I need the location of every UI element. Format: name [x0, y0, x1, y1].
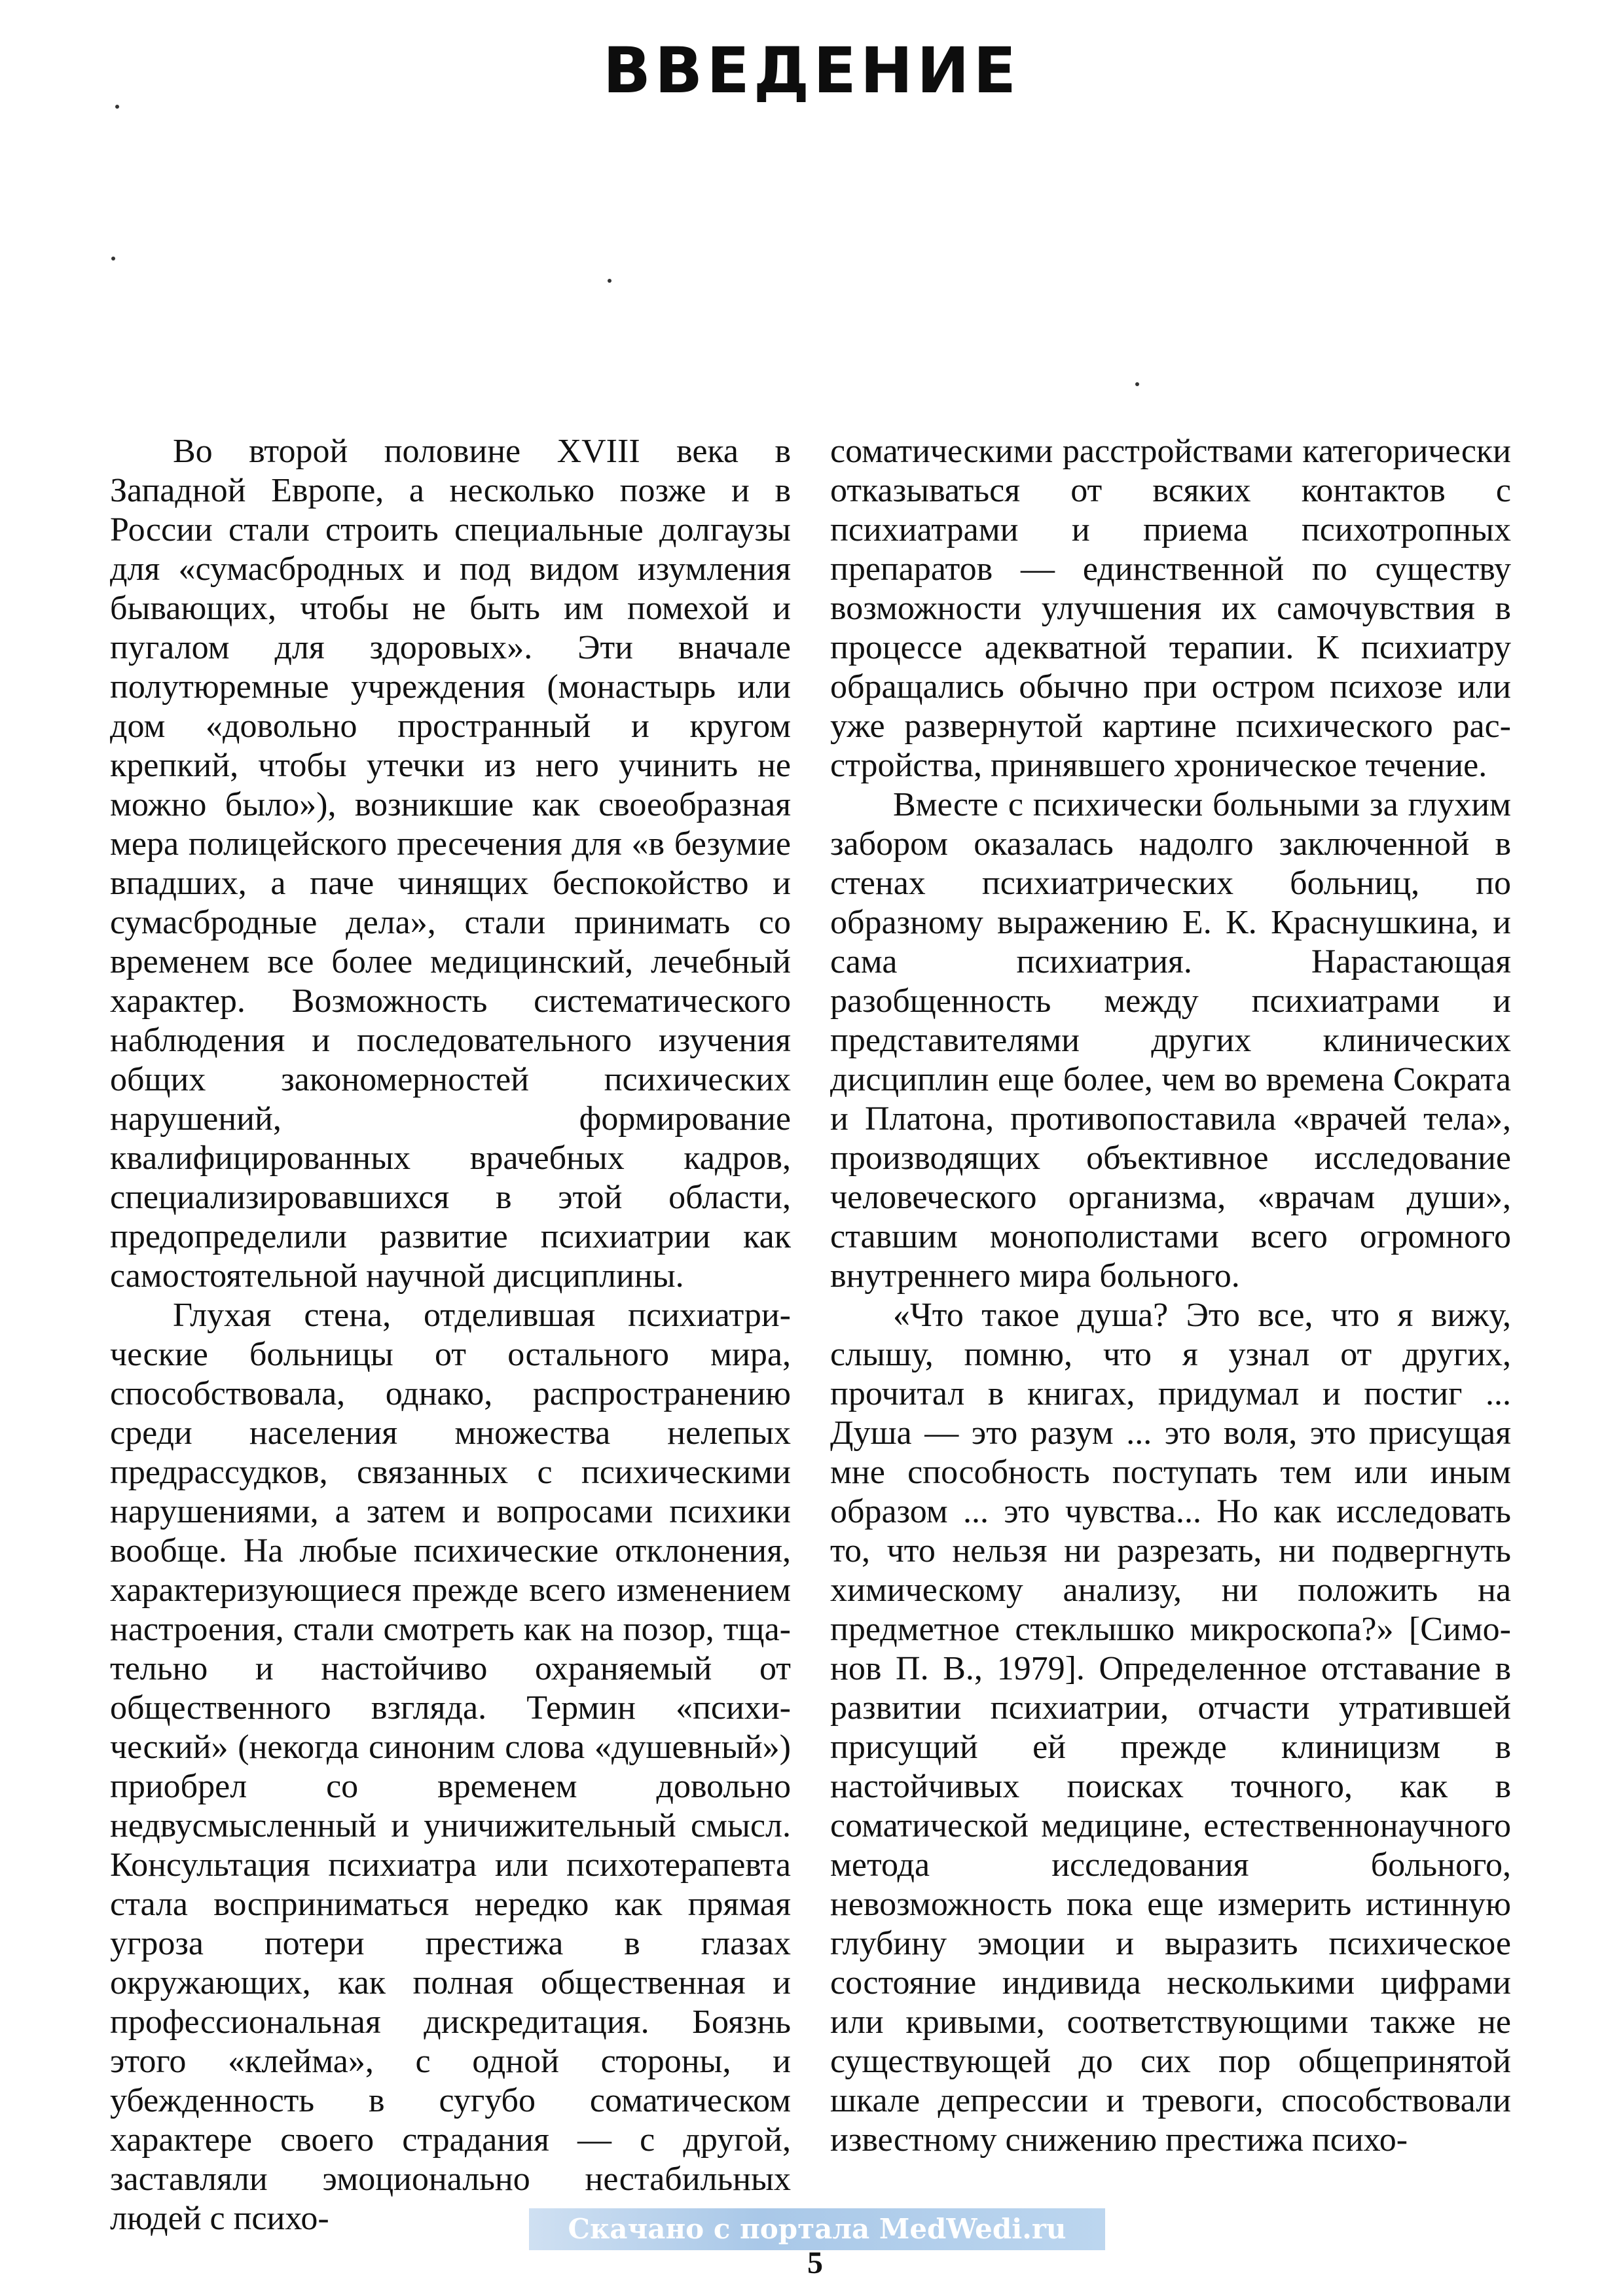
scan-speck	[111, 257, 115, 260]
left-text-column	[110, 432, 791, 2238]
scan-speck	[1135, 382, 1139, 386]
page-number: 5	[807, 2246, 823, 2280]
right-text-column	[830, 432, 1511, 2160]
paragraph: Вместе с психически больными за глухим забором оказалась надолго заключенной в стенах психиатрических больниц, по образному выражению Е. К. Краснушкина, и сама психиатрия. Нарастающая разобщенность между психиатрами и представителями других клинических дисциплин еще более, чем во времена Сократа и Платона, противопоставила «врачей тела», производящих объективное исследование человеческого организма, «врачам души», ставшим монополистами всего огромного внутреннего мира больного.	[830, 786, 1511, 1295]
paragraph: «Что такое душа? Это все, что я вижу, слышу, помню, что я узнал от других, прочитал в книгах, придумал и постиг ... Душа — это разум ... это воля, это присущая мне способность поступать тем или иным образом ... это чувства... Но как исследовать то, что нельзя ни разрезать, ни подвергнуть химическому анализу, ни положить на предметное стеклышко микроскопа?» [Симонов П. В., 1979]. Определенное отставание в развитии психиатрии, отчасти утратившей присущий ей прежде клиницизм в настойчивых поисках точного, как в соматической медицине, естественнонаучного метода исследования больного, невозможность пока еще измерить истинную глубину эмоции и выразить психическое состояние индивида несколькими цифрами или кривыми, соответствующими также не существующей до сих пор общепринятой шкале депрессии и тревоги, способствовали известному снижению престижа психо-	[830, 1297, 1511, 2159]
watermark-banner[interactable]: Скачано с портала MedWedi.ru	[529, 2208, 1105, 2250]
paragraph: Во второй половине XVIII века в Западной Европе, а несколько позже и в России стали строить специальные долгаузы для «сумасбродных и под видом изумления бывающих, чтобы не быть им помехой и пугалом для здоровых». Эти вначале полутюремные учреждения (монастырь или дом «довольно пространный и кругом крепкий, чтобы утечки из него учинить не можно было»), возникшие как своеобразная мера полицейского пресечения для «в безумие впадших, а паче чинящих беспокойство и сумасбродные дела», стали принимать со временем все более медицинский, лечебный характер. Возможность систематического наблюдения и последовательного изучения общих закономерностей психических нарушений, формирование квалифицированных врачебных кадров, специализировавшихся в этой области, предопределили развитие психиатрии как самостоятельной научной дисциплины.	[110, 433, 791, 1295]
paragraph: Глухая стена, отделившая психиатрические больницы от остального мира, способствовала, однако, распространению среди населения множества нелепых предрассудков, связанных с психическими нарушениями, а затем и вопросами психики вообще. На любые психические отклонения, характеризующиеся прежде всего изменением настроения, стали смотреть как на позор, тщательно и настойчиво охраняемый от общественного взгляда. Термин «психический» (некогда синоним слова «душевный») приобрел со временем довольно недвусмысленный и уничижительный смысл. Консультация психиатра или психотерапевта стала восприниматься нередко как прямая угроза потери престижа в глазах окружающих, как полная общественная и профессиональная дискредитация. Боязнь этого «клейма», с одной стороны, и убежденность в сугубо соматическом характере своего страдания — с другой, заставляли эмоционально нестабильных людей с психо-	[110, 1297, 791, 2237]
scan-speck	[115, 105, 119, 109]
page-title: ВВЕДЕНИЕ	[602, 34, 1021, 107]
scan-speck	[608, 279, 611, 283]
paragraph: соматическими расстройствами категорически отказываться от всяких контактов с психиатрами и приема психотропных препаратов — единственной по существу возможности улучшения их самочувствия в процессе адекватной терапии. К психиатру обращались обычно при остром психозе или уже развернутой картине психического расстройства, принявшего хроническое течение.	[830, 433, 1511, 784]
